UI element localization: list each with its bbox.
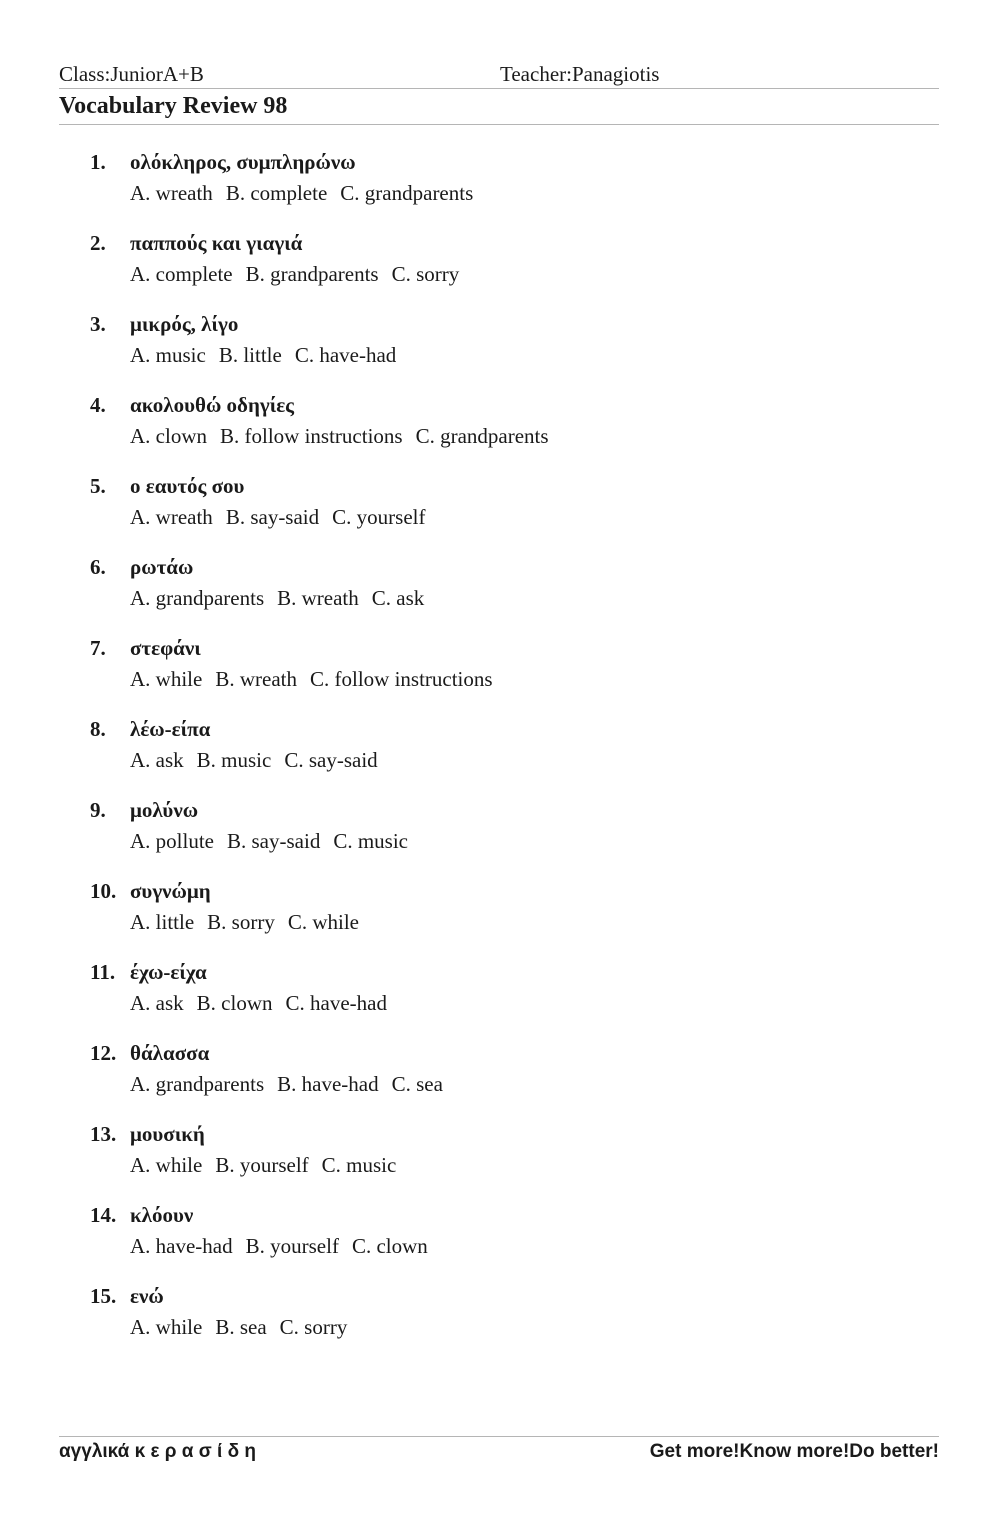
question-number: 12. xyxy=(90,1041,117,1065)
answer-option[interactable]: B. yourself xyxy=(245,1234,339,1258)
question-item xyxy=(90,393,930,474)
question-item xyxy=(90,960,930,1041)
answer-options xyxy=(130,1315,360,1340)
answer-option[interactable]: A. wreath xyxy=(130,505,213,529)
answer-option[interactable]: A. pollute xyxy=(130,829,214,853)
question-item xyxy=(90,555,930,636)
question-number: 10. xyxy=(90,879,117,903)
question-number: 2. xyxy=(90,231,106,255)
answer-option[interactable]: C. follow instructions xyxy=(309,667,493,691)
question-prompt: λέω-είπα xyxy=(130,717,211,741)
answer-option[interactable]: C. have-had xyxy=(294,343,397,367)
worksheet-header xyxy=(59,62,939,88)
question-item xyxy=(90,879,930,960)
question-prompt: μουσική xyxy=(130,1122,205,1146)
answer-option[interactable]: A. have-had xyxy=(130,1234,233,1258)
answer-option[interactable]: B. music xyxy=(196,748,272,772)
question-prompt: συγνώμη xyxy=(130,879,211,903)
answer-option[interactable]: A. wreath xyxy=(130,181,213,205)
answer-option[interactable]: B. grandparents xyxy=(245,262,379,286)
question-prompt: ενώ xyxy=(130,1284,164,1308)
answer-option[interactable]: B. say-said xyxy=(225,505,320,529)
answer-options xyxy=(130,343,409,368)
answer-option[interactable]: B. complete xyxy=(225,181,328,205)
question-number: 14. xyxy=(90,1203,117,1227)
answer-option[interactable]: B. sea xyxy=(215,1315,267,1339)
question-prompt: παππούς και γιαγιά xyxy=(130,231,303,255)
footer-brand: αγγλικά κ ε ρ α σ ί δ η xyxy=(59,1441,256,1462)
question-item xyxy=(90,150,930,231)
answer-option[interactable]: A. ask xyxy=(130,991,184,1015)
answer-option[interactable]: B. yourself xyxy=(215,1153,309,1177)
question-item xyxy=(90,231,930,312)
worksheet-title: Vocabulary Review 98 xyxy=(59,93,288,119)
answer-option[interactable]: B. follow instructions xyxy=(220,424,403,448)
worksheet-footer xyxy=(59,1441,939,1465)
title-divider xyxy=(59,124,939,125)
question-number: 5. xyxy=(90,474,106,498)
question-prompt: ακολουθώ οδηγίες xyxy=(130,393,295,417)
answer-option[interactable]: C. grandparents xyxy=(415,424,549,448)
answer-option[interactable]: B. sorry xyxy=(207,910,275,934)
answer-options xyxy=(130,424,562,449)
question-number: 4. xyxy=(90,393,106,417)
answer-option[interactable]: A. while xyxy=(130,667,203,691)
answer-options xyxy=(130,748,391,773)
answer-option[interactable]: C. say-said xyxy=(284,748,378,772)
question-number: 8. xyxy=(90,717,106,741)
answer-option[interactable]: C. ask xyxy=(371,586,425,610)
footer-divider xyxy=(59,1436,939,1437)
question-item xyxy=(90,1122,930,1203)
question-item xyxy=(90,798,930,879)
question-number: 9. xyxy=(90,798,106,822)
question-item xyxy=(90,636,930,717)
answer-option[interactable]: C. clown xyxy=(351,1234,428,1258)
question-list xyxy=(90,150,930,1365)
answer-option[interactable]: C. have-had xyxy=(285,991,387,1015)
question-number: 13. xyxy=(90,1122,117,1146)
answer-option[interactable]: A. ask xyxy=(130,748,184,772)
answer-option[interactable]: B. little xyxy=(218,343,282,367)
answer-option[interactable]: B. wreath xyxy=(277,586,359,610)
answer-options xyxy=(130,1153,409,1178)
question-prompt: ρωτάω xyxy=(130,555,194,579)
answer-option[interactable]: A. grandparents xyxy=(130,1072,265,1096)
question-item xyxy=(90,312,930,393)
answer-options xyxy=(130,1072,456,1097)
answer-option[interactable]: A. while xyxy=(130,1153,203,1177)
question-item xyxy=(90,474,930,555)
question-number: 7. xyxy=(90,636,106,660)
answer-options xyxy=(130,1234,441,1259)
question-prompt: κλόουν xyxy=(130,1203,194,1227)
question-item xyxy=(90,1284,930,1365)
question-prompt: θάλασσα xyxy=(130,1041,210,1065)
answer-options xyxy=(130,910,372,935)
answer-option[interactable]: C. sorry xyxy=(279,1315,348,1339)
answer-option[interactable]: C. sea xyxy=(391,1072,443,1096)
answer-option[interactable]: C. grandparents xyxy=(340,181,474,205)
question-item xyxy=(90,1041,930,1122)
question-number: 11. xyxy=(90,960,116,984)
answer-options xyxy=(130,667,506,692)
answer-options xyxy=(130,586,437,611)
question-number: 15. xyxy=(90,1284,117,1308)
answer-option[interactable]: A. complete xyxy=(130,262,233,286)
answer-options xyxy=(130,991,400,1016)
answer-options xyxy=(130,181,486,206)
question-prompt: έχω-είχα xyxy=(130,960,207,984)
answer-option[interactable]: C. sorry xyxy=(391,262,460,286)
question-prompt: μικρός, λίγο xyxy=(130,312,239,336)
answer-option[interactable]: C. music xyxy=(321,1153,397,1177)
question-prompt: ο εαυτός σου xyxy=(130,474,245,498)
question-item xyxy=(90,717,930,798)
answer-option[interactable]: B. clown xyxy=(196,991,273,1015)
answer-options xyxy=(130,829,421,854)
question-prompt: μολύνω xyxy=(130,798,199,822)
question-prompt: στεφάνι xyxy=(130,636,201,660)
question-number: 3. xyxy=(90,312,106,336)
answer-option[interactable]: B. say-said xyxy=(227,829,321,853)
answer-option[interactable]: A. clown xyxy=(130,424,207,448)
answer-option[interactable]: B. wreath xyxy=(215,667,297,691)
answer-option[interactable]: A. music xyxy=(130,343,206,367)
answer-options xyxy=(130,505,438,530)
answer-option[interactable]: B. have-had xyxy=(277,1072,379,1096)
question-item xyxy=(90,1203,930,1284)
answer-option[interactable]: A. while xyxy=(130,1315,203,1339)
teacher-label: Teacher:Panagiotis xyxy=(500,62,660,86)
answer-option[interactable]: C. while xyxy=(287,910,360,934)
question-number: 1. xyxy=(90,150,106,174)
answer-option[interactable]: C. yourself xyxy=(332,505,426,529)
answer-option[interactable]: A. grandparents xyxy=(130,586,265,610)
footer-slogan: Get more!Know more!Do better! xyxy=(649,1441,939,1462)
answer-option[interactable]: C. music xyxy=(333,829,408,853)
header-divider xyxy=(59,88,939,89)
question-prompt: ολόκληρος, συμπληρώνω xyxy=(130,150,356,174)
class-label: Class:JuniorA+B xyxy=(59,62,204,86)
question-number: 6. xyxy=(90,555,106,579)
answer-options xyxy=(130,262,472,287)
answer-option[interactable]: A. little xyxy=(130,910,195,934)
